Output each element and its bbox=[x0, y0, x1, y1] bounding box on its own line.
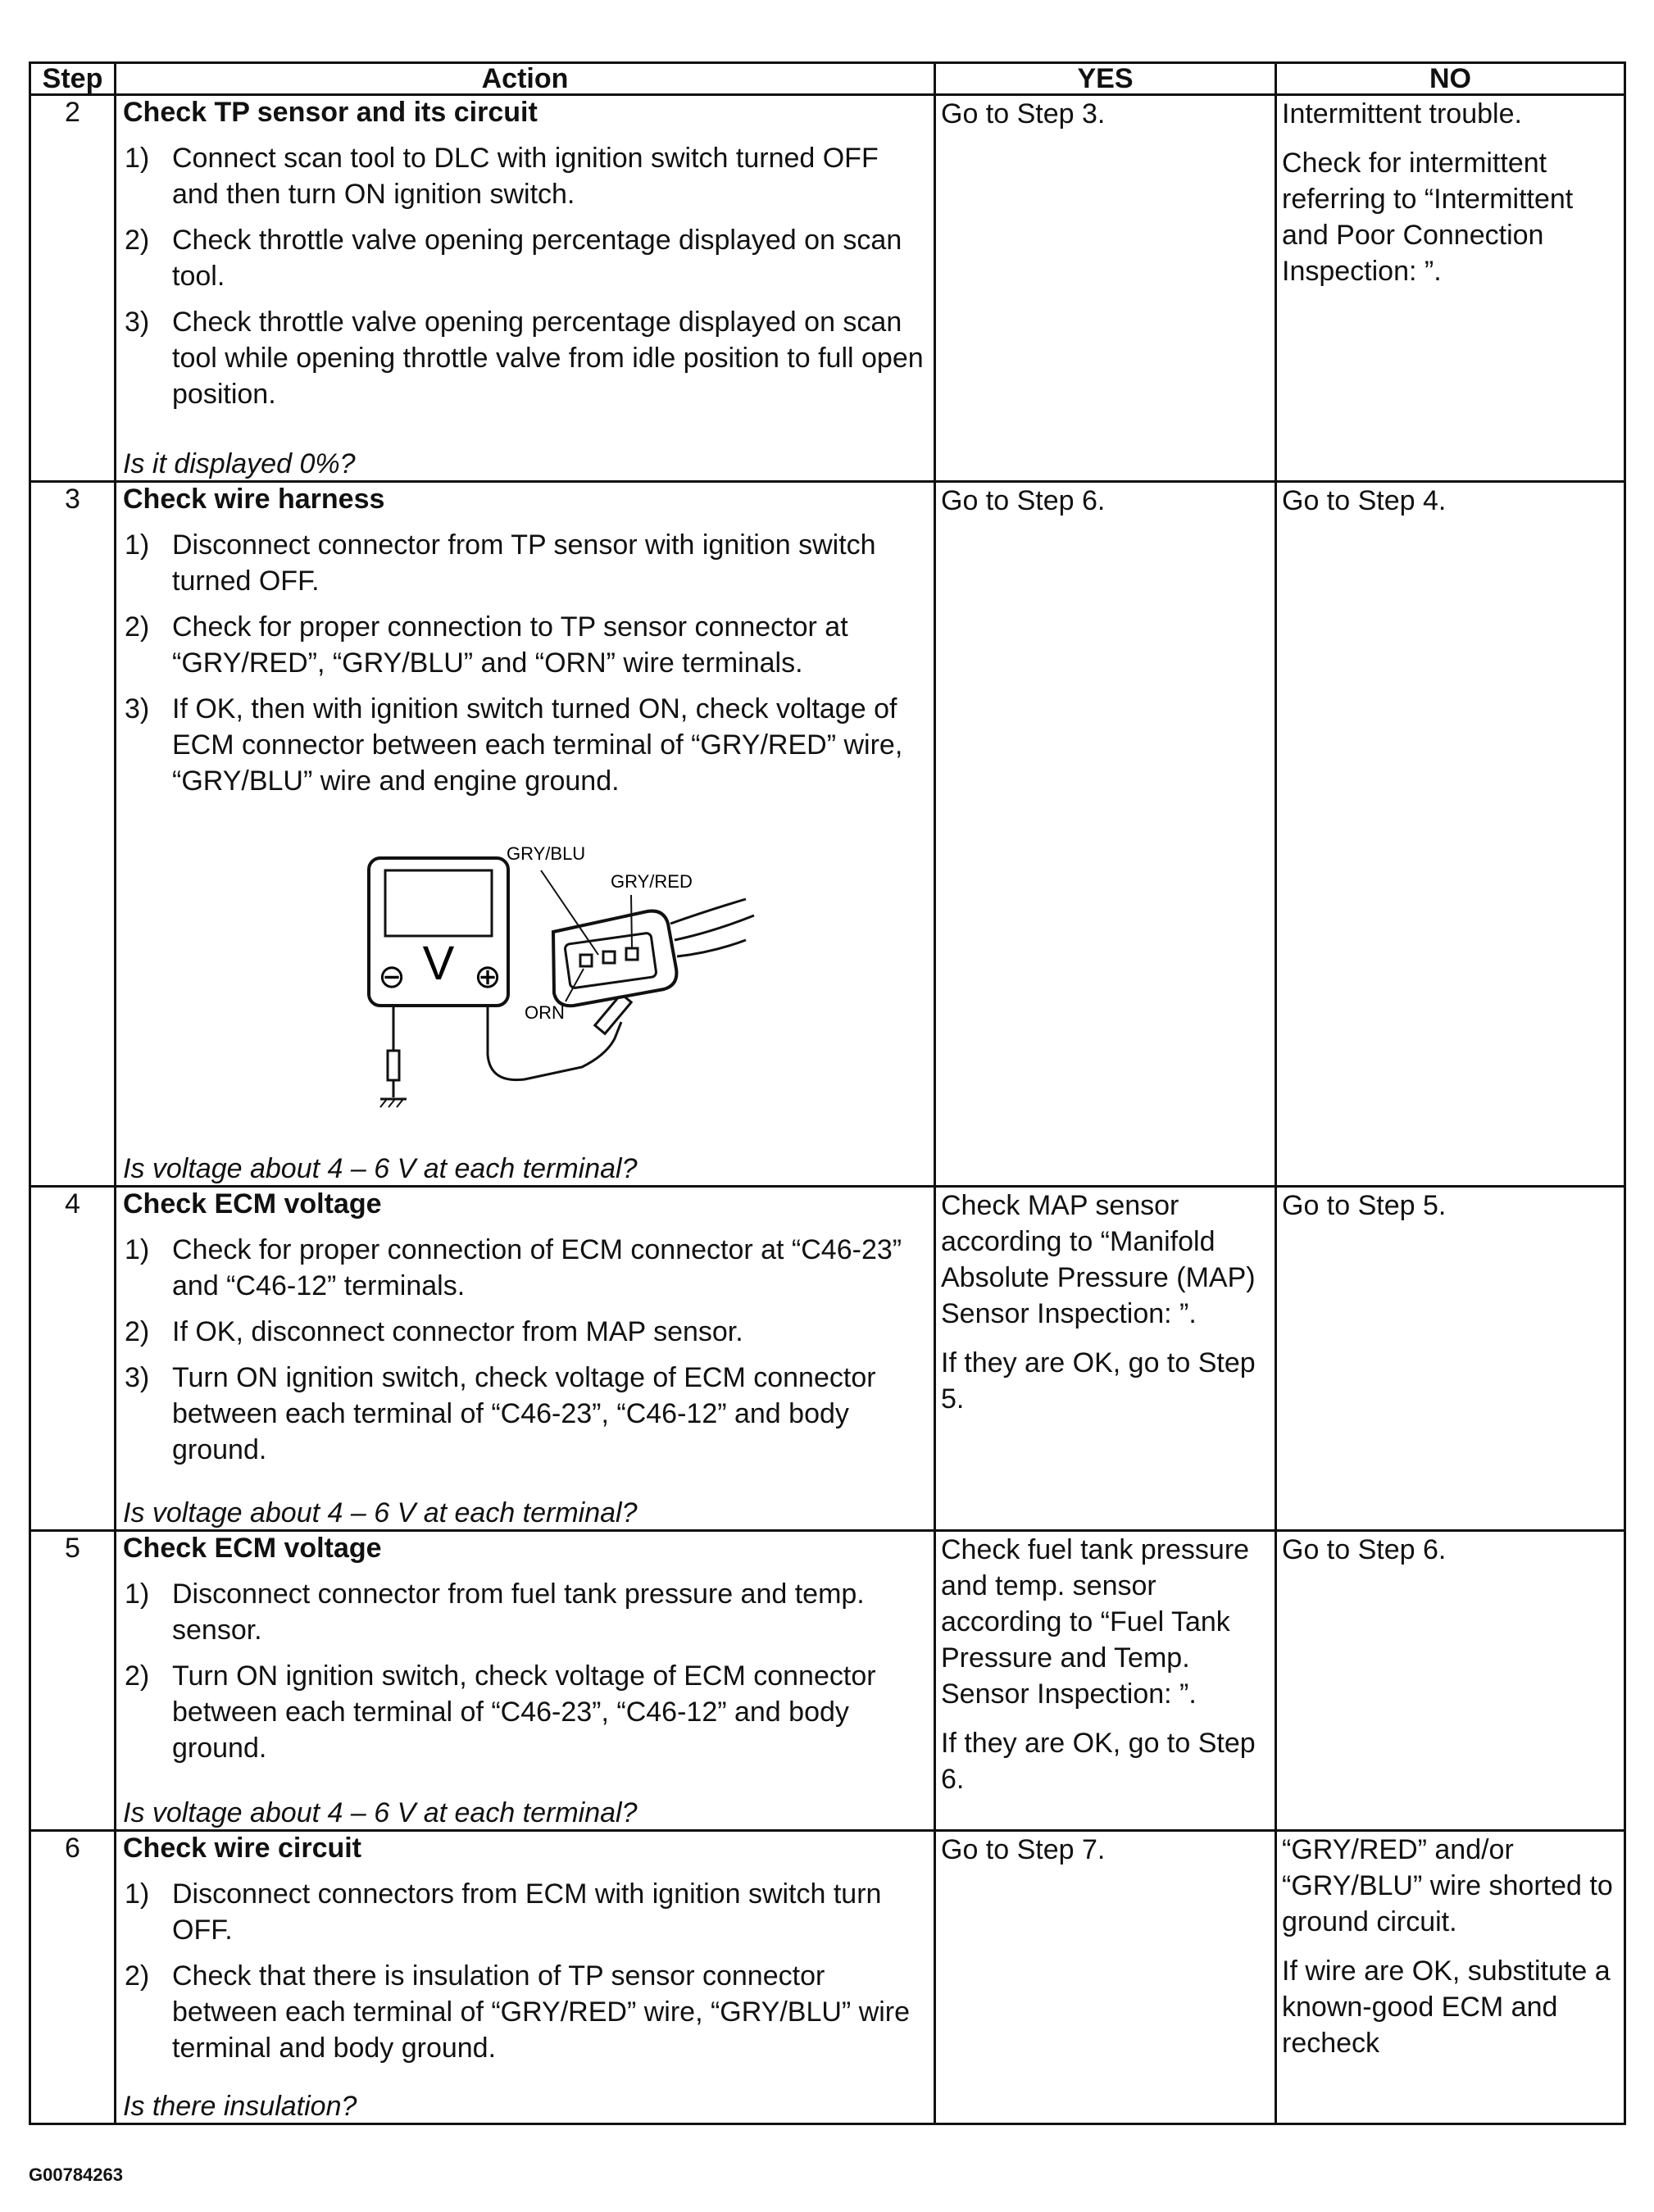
step-number: 6 bbox=[30, 1831, 116, 2124]
no-cell bbox=[1276, 95, 1625, 482]
no-text: If wire are OK, substitute a known-good ECM and recheck bbox=[1282, 1955, 1611, 2059]
header-yes: YES bbox=[935, 63, 1276, 95]
list-item: 3) Turn ON ignition switch, check voltage of ECM connector between each terminal of “C46-23”, “C46-12” and body ground. bbox=[125, 1362, 876, 1465]
list-item: 1) Disconnect connector from fuel tank pressure and temp. sensor. bbox=[125, 1578, 865, 1646]
yes-cell bbox=[935, 1831, 1276, 2124]
voltmeter-connector-figure bbox=[361, 833, 787, 1129]
label-gry-red: GRY/RED bbox=[611, 871, 693, 892]
table-row-step-5 bbox=[30, 1531, 1625, 1831]
action-cell bbox=[116, 1531, 935, 1831]
action-title: Check wire harness bbox=[123, 484, 385, 515]
yes-text: Check fuel tank pressure and temp. sensor according to “Fuel Tank Pressure and Temp. Sensor Inspection: ”. bbox=[941, 1534, 1250, 1710]
yes-cell bbox=[935, 95, 1276, 482]
yes-text: Go to Step 6. bbox=[941, 485, 1106, 516]
check-question: Is voltage about 4 – 6 V at each terminal? bbox=[123, 1153, 638, 1184]
no-text: Go to Step 5. bbox=[1282, 1190, 1447, 1221]
table-row-step-2 bbox=[30, 95, 1625, 482]
yes-text: Check MAP sensor according to “Manifold Absolute Pressure (MAP) Sensor Inspection: ”. bbox=[941, 1190, 1256, 1329]
no-cell bbox=[1276, 1187, 1625, 1531]
no-cell bbox=[1276, 1531, 1625, 1831]
no-cell bbox=[1276, 1831, 1625, 2124]
minus-terminal-icon: ⊖ bbox=[378, 959, 406, 995]
step-number: 2 bbox=[30, 95, 116, 482]
check-question: Is it displayed 0%? bbox=[123, 448, 356, 479]
check-question: Is there insulation? bbox=[123, 2091, 357, 2122]
diagnostic-table-sheet bbox=[29, 61, 1624, 2125]
table-header-row bbox=[30, 63, 1625, 95]
yes-text: If they are OK, go to Step 6. bbox=[941, 1728, 1256, 1795]
yes-cell bbox=[935, 1531, 1276, 1831]
step-number: 4 bbox=[30, 1187, 116, 1531]
action-cell bbox=[116, 1187, 935, 1531]
no-cell bbox=[1276, 482, 1625, 1187]
action-title: Check wire circuit bbox=[123, 1833, 362, 1864]
check-question: Is voltage about 4 – 6 V at each terminal? bbox=[123, 1497, 638, 1528]
plus-terminal-icon: ⊕ bbox=[474, 959, 502, 995]
voltmeter-display bbox=[385, 870, 492, 936]
action-list bbox=[123, 1576, 927, 1766]
list-item: 2) Check throttle valve opening percentage displayed on scan tool. bbox=[125, 225, 902, 292]
header-no: NO bbox=[1276, 63, 1625, 95]
list-item: 1) Disconnect connectors from ECM with ignition switch turn OFF. bbox=[125, 1878, 882, 1946]
header-action: Action bbox=[116, 63, 935, 95]
diagnostic-table bbox=[29, 61, 1626, 2125]
no-text: Intermittent trouble. bbox=[1282, 98, 1522, 129]
step-number: 5 bbox=[30, 1531, 116, 1831]
list-item: 2) If OK, disconnect connector from MAP sensor. bbox=[125, 1316, 743, 1347]
list-item: 1) Check for proper connection of ECM connector at “C46-23” and “C46-12” terminals. bbox=[125, 1234, 902, 1301]
voltmeter-symbol: V bbox=[422, 937, 455, 990]
action-list bbox=[123, 140, 927, 412]
check-question: Is voltage about 4 – 6 V at each terminal? bbox=[123, 1797, 638, 1828]
yes-text: Go to Step 7. bbox=[941, 1834, 1106, 1865]
header-step: Step bbox=[30, 63, 116, 95]
table-row-step-6 bbox=[30, 1831, 1625, 2124]
table-row-step-4 bbox=[30, 1187, 1625, 1531]
label-orn: ORN bbox=[525, 1002, 565, 1023]
list-item: 2) Check for proper connection to TP sensor connector at “GRY/RED”, “GRY/BLU” and “ORN” wire terminals. bbox=[125, 611, 848, 679]
list-item: 3) If OK, then with ignition switch turned ON, check voltage of ECM connector between each terminal of “GRY/RED” wire, “GRY/BLU” wire and engine ground. bbox=[125, 693, 903, 797]
action-list bbox=[123, 527, 927, 799]
list-item: 1) Connect scan tool to DLC with ignition switch turned OFF and then turn ON ignition switch. bbox=[125, 143, 879, 210]
action-list bbox=[123, 1876, 927, 2066]
yes-cell bbox=[935, 482, 1276, 1187]
list-item: 2) Check that there is insulation of TP sensor connector between each terminal of “GRY/RED” wire, “GRY/BLU” wire terminal and body ground. bbox=[125, 1960, 911, 2064]
figure-code: G00784263 bbox=[29, 2164, 123, 2185]
no-text: Check for intermittent referring to “Intermittent and Poor Connection Inspection: ”. bbox=[1282, 148, 1574, 287]
yes-text: Go to Step 3. bbox=[941, 98, 1106, 129]
list-item: 3) Check throttle valve opening percentage displayed on scan tool while opening throttle valve from idle position to full open position. bbox=[125, 307, 924, 410]
no-text: “GRY/RED” and/or “GRY/BLU” wire shorted to ground circuit. bbox=[1282, 1834, 1613, 1937]
action-title: Check ECM voltage bbox=[123, 1533, 382, 1564]
table-row-step-3 bbox=[30, 482, 1625, 1187]
action-title: Check ECM voltage bbox=[123, 1188, 382, 1220]
list-item: 1) Disconnect connector from TP sensor with ignition switch turned OFF. bbox=[125, 529, 876, 597]
action-cell bbox=[116, 95, 935, 482]
step-number: 3 bbox=[30, 482, 116, 1187]
action-cell bbox=[116, 482, 935, 1187]
yes-cell bbox=[935, 1187, 1276, 1531]
no-text: Go to Step 4. bbox=[1282, 485, 1447, 516]
list-item: 2) Turn ON ignition switch, check voltage of ECM connector between each terminal of “C46-23”, “C46-12” and body ground. bbox=[125, 1660, 876, 1764]
no-text: Go to Step 6. bbox=[1282, 1534, 1447, 1565]
ground-probe bbox=[388, 1051, 399, 1080]
label-gry-blu: GRY/BLU bbox=[507, 843, 586, 864]
yes-text: If they are OK, go to Step 5. bbox=[941, 1347, 1256, 1415]
action-title: Check TP sensor and its circuit bbox=[123, 97, 538, 128]
action-cell bbox=[116, 1831, 935, 2124]
action-list bbox=[123, 1232, 927, 1468]
